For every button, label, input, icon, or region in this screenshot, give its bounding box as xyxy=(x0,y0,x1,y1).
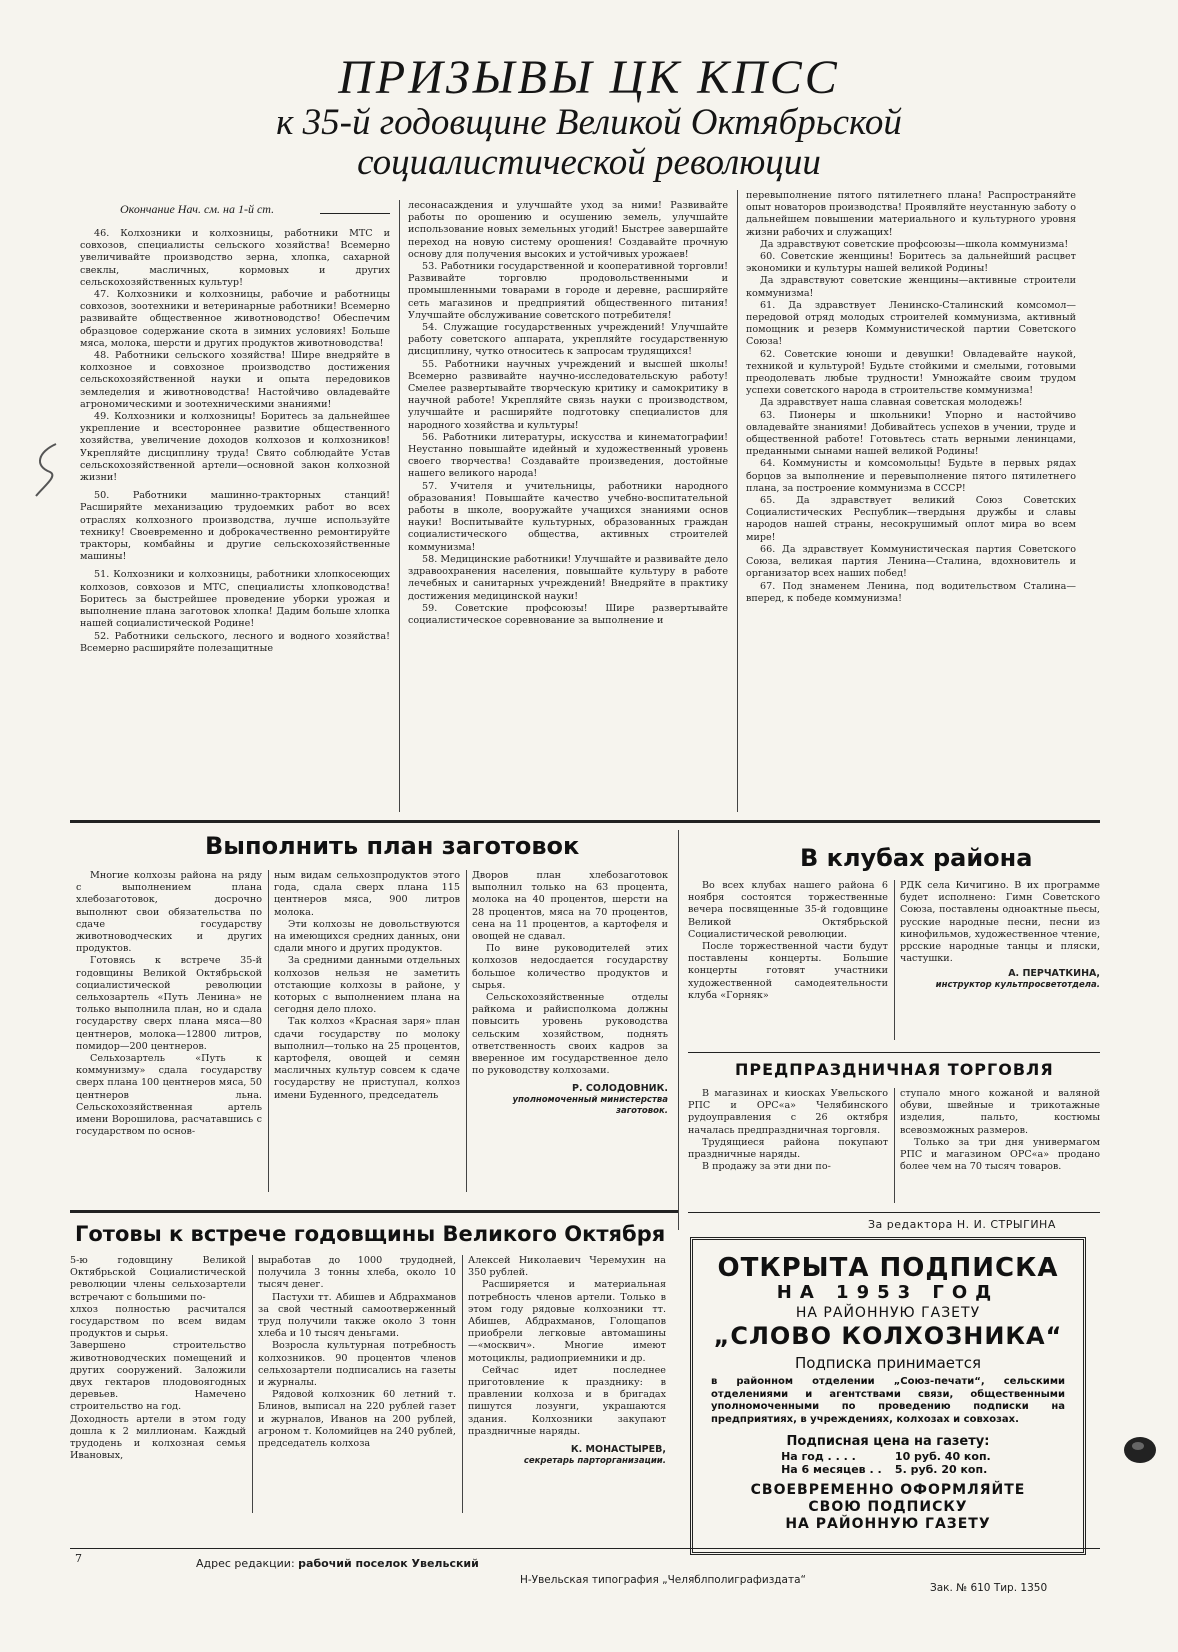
appeal-item: Да здравствует наша славная советская молодежь! xyxy=(760,397,1023,409)
clubs-article-author: А. ПЕРЧАТКИНА, xyxy=(1008,968,1100,980)
ready-article-author-role: секретарь парторганизации. xyxy=(523,1456,666,1467)
appeal-item: 50. Работники машинно-тракторных станций! Расширяйте механизацию трудоемких работ во всех отраслях колхозного производства, лучше используйте технику! Своевременно и доброкачественно ремонтируйте тракторы, комбайны и другие сельскохозяйственные машины! xyxy=(80,490,390,563)
article-paragraph: Доходность артели в этом году дошла к 2 миллионам. Каждый трудодень и колхозная семья Ивановых, xyxy=(70,1413,246,1462)
article-paragraph: Возросла культурная потребность колхозников. 90 процентов членов сельхозартели подписались на газеты и журналы. xyxy=(258,1340,456,1389)
section-divider xyxy=(70,1210,678,1213)
article-paragraph: По вине руководителей этих колхозов недосдается государству большое количество продуктов и сырья. xyxy=(472,943,668,991)
appeal-item: лесонасаждения и улучшайте уход за ними! Развивайте работы по орошению и осушению земель, улучшайте использование новых земельных угодий! Быстрее завершайте переход на новую систему орошения! Создавайте прочную основу для получения высоких и устойчивых урожаев! xyxy=(408,200,728,260)
pencil-mark-icon xyxy=(28,440,68,500)
article-paragraph: Пастухи тт. Абишев и Абдрахманов за свой честный самоотверженный труд получили также около 3 тонн хлеба и 10 тысяч деньгами. xyxy=(258,1291,456,1340)
appeal-item: 58. Медицинские работники! Улучшайте и развивайте дело здравоохранения населения, повышайте культуру в работе лечебных и санитарных учреждений! Внедряйте в практику достижения медицинской науки! xyxy=(408,553,728,602)
article-paragraph: Сейчас идет последнее приготовление к празднику: в правлении колхоза и в бригадах пишутся лозунги, украшаются здания. Колхозники закупают праздничные наряды. xyxy=(468,1364,666,1437)
article-paragraph: Алексей Николаевич Черемухин на 350 рублей. xyxy=(468,1255,666,1279)
footer-rule xyxy=(70,1548,1100,1549)
article-paragraph: Во всех клубах нашего района 6 ноября состоятся торжественные вечера посвященные 35-й годовщине Великой Октябрьской Социалистической революции. xyxy=(688,880,888,940)
appeal-item: 56. Работники литературы, искусства и кинематографии! Неустанно повышайте идейный и художественный уровень своего творчества! Создавайте произведения, достойные нашего великого народа! xyxy=(408,431,728,480)
section-divider xyxy=(688,1052,1100,1053)
continuation-rule xyxy=(320,213,390,214)
article-paragraph: Трудящиеся района покупают праздничные наряды. xyxy=(688,1136,888,1161)
clubs-article-title: В клубах района xyxy=(800,844,1033,872)
article-paragraph: Многие колхозы района на ряду с выполнением плана хлебозаготовок, досрочно выполнют свои обязательства по сдаче государству животноводческих и других продуктов. xyxy=(76,870,262,955)
clubs-article-column-2 xyxy=(900,880,1100,1050)
subscription-price-title: Подписная цена на газету: xyxy=(786,1434,990,1449)
appeals-column-1 xyxy=(80,228,390,808)
clubs-article-author-role: инструктор культпросветотдела. xyxy=(935,980,1100,991)
article-paragraph: Эти колхозы не довольствуются на имеющихся средних данных, они сдали много и других продуктов. xyxy=(274,918,460,955)
page-subtitle-line2: социалистической революции xyxy=(357,142,821,183)
price-label: На 6 месяцев . . xyxy=(781,1463,882,1476)
ready-article-column-1 xyxy=(70,1255,246,1513)
appeal-item: 63. Пионеры и школьники! Упорно и настойчиво овладевайте знаниями! Добивайтесь успехов в учении, труде и общественной работе! Готовьтесь стать верными ленинцами, преданными сынами нашей великой Родины! xyxy=(746,409,1076,458)
article-paragraph: Дворов план хлебозаготовок выполнил только на 63 процента, молока на 40 процентов, шерсти на 28 процентов, мяса на 70 процентов, сена на 11 процентов, а картофеля и овощей не сдавал. xyxy=(472,870,668,943)
editorial-address xyxy=(196,1557,479,1570)
article-paragraph: Готовясь к встрече 35-й годовщины Великой Октябрьской социалистической революции сельхозартель «Путь Ленина» не только выполнила план, но и сдала государству сверх плана мяса—80 центнеров, молока—12800 литров, помидор—200 центнеров. xyxy=(76,955,262,1052)
article-paragraph: В продажу за эти дни по- xyxy=(702,1161,831,1173)
appeal-item: 67. Под знаменем Ленина, под водительством Сталина—вперед, к победе коммунизма! xyxy=(746,580,1076,604)
subscription-advert xyxy=(690,1237,1086,1555)
subscription-headline: ОТКРЫТА ПОДПИСКА xyxy=(717,1253,1059,1283)
ready-article-title: Готовы к встрече годовщины Великого Октября xyxy=(75,1222,666,1246)
editor-signature: За редактора Н. И. СТРЫГИНА xyxy=(868,1218,1056,1231)
column-divider xyxy=(268,870,269,1192)
printer-line: Н-Увельская типография „Челяблполиграфиздата“ xyxy=(520,1574,806,1586)
plan-article-author: Р. СОЛОДОВНИК. xyxy=(572,1083,668,1095)
price-value: 5. руб. 20 коп. xyxy=(894,1463,988,1476)
page-number: 7 xyxy=(75,1552,82,1565)
appeal-item: 60. Советские женщины! Боритесь за дальнейший расцвет экономики и культуры нашей великой Родины! xyxy=(746,251,1076,275)
ready-article-column-3 xyxy=(468,1255,666,1513)
article-paragraph: хлхоз полностью расчитался государством по всем видам продуктов и сырья. xyxy=(70,1303,246,1340)
article-paragraph: Сельскохозяйственные отделы райкома и райисполкома должны повысить уровень руководства сельским хозяйством, поднять ответственность своих кадров за вверенное им государственное дело по руководству колхозами. xyxy=(472,992,668,1077)
column-divider xyxy=(399,200,400,812)
appeal-item: 55. Работники научных учреждений и высшей школы! Всемерно развивайте научно-исследовательскую работу! Смелее развертывайте творческую критику и самокритику в научной работе! Укрепляйте связь науки с производством, улучшайте и расширяйте подготовку специалистов для народного хозяйства и культуры! xyxy=(408,358,728,431)
page-subtitle-line1: к 35-й годовщине Великой Октябрьской xyxy=(276,102,902,143)
article-paragraph: ным видам сельхозпродуктов этого года, сдала сверх плана 115 центнеров мяса, 900 литров молока. xyxy=(274,870,460,918)
article-paragraph: выработав до 1000 трудодней, получила 3 тонны хлеба, около 10 тысяч денег. xyxy=(258,1255,456,1291)
column-divider xyxy=(252,1255,253,1513)
appeal-item: 62. Советские юноши и девушки! Овладевайте наукой, техникой и культурой! Будьте стойкими и смелыми, готовыми преодолевать любые трудности! Умножайте своим трудом успехи советского народа в строительстве коммунизма! xyxy=(746,348,1076,397)
appeal-item: 51. Колхозники и колхозницы, работники хлопкосеющих колхозов, совхозов и МТС, специалисты хлопководства! Боритесь за быстрейшее проведение уборки урожая и выполнение плана заготовок хлопка! Дадим больше хлопка нашей социалистической Родине! xyxy=(80,569,390,630)
subscription-call-3: НА РАЙОННУЮ ГАЗЕТУ xyxy=(785,1516,991,1532)
appeal-item: 66. Да здравствует Коммунистическая партия Советского Союза, великая партия Ленина—Сталина, вдохновитель и организатор всех наших побед! xyxy=(746,543,1076,580)
appeal-item: перевыполнение пятого пятилетнего плана! Распространяйте опыт новаторов производства! Проявляйте неустанную заботу о дальнейшем повышении материального и культурного уровня жизни рабочих и служащих! xyxy=(746,190,1076,238)
punch-hole-icon xyxy=(1120,1432,1160,1468)
appeal-item: 47. Колхозники и колхозницы, рабочие и работницы совхозов, зоотехники и ветеринарные работники! Всемерно развивайте общественное животноводство! Обеспечим образцовое содержание скота в зимних условиях! Больше мяса, молока, шерсти и других продуктов животноводства! xyxy=(80,289,390,349)
column-divider xyxy=(462,1255,463,1513)
ready-article-column-2 xyxy=(258,1255,456,1513)
column-divider xyxy=(737,190,738,812)
appeal-item: 57. Учителя и учительницы, работники народного образования! Повышайте качество учебно-воспитательной работы в школе, вооружайте учащихся знаниями основ науки! Воспитывайте культурных, образованных граждан социалистического общества, активных строителей коммунизма! xyxy=(408,480,728,553)
subscription-call-1: СВОЕВРЕМЕННО ОФОРМЛЯЙТЕ xyxy=(750,1482,1026,1498)
column-divider xyxy=(894,880,895,1040)
appeals-column-3 xyxy=(746,190,1076,808)
article-paragraph: РДК села Кичигино. В их программе будет исполнено: Гимн Советского Союза, поставлены одноактные пьесы, русские народные песни, песни из кинофильмов, художественное чтение, рpсские народные танцы и пляски, частушки. xyxy=(900,880,1100,965)
price-label: На год . . . . xyxy=(781,1450,856,1463)
plan-article-column-3 xyxy=(472,870,668,1192)
subscription-newspaper-name: „СЛОВО КОЛХОЗНИКА“ xyxy=(713,1322,1063,1350)
plan-article-author-role: уполномоченный министерства заготовок. xyxy=(512,1095,668,1117)
article-paragraph: 5-ю годовщину Великой Октябрьской Социалистической революции члены сельхозартели встречают с большими по- xyxy=(70,1255,246,1303)
trade-article-title: ПРЕДПРАЗДНИЧНАЯ ТОРГОВЛЯ xyxy=(735,1060,1054,1079)
appeal-item: 53. Работники государственной и кооперативной торговли! Развивайте торговлю продовольственными и промышленными товарами в городе и деревне, расширяйте сеть магазинов и предприятий общественного питания! Улучшайте обслуживание советского потребителя! xyxy=(408,261,728,321)
article-paragraph: После торжественной части будут поставлены концерты. Большие концерты готовят участники художественной самодеятельности клуба «Горняк» xyxy=(688,941,888,1001)
subscription-text: в районном отделении „Союз-печати“, сельскими отделениями и агентствами связи, общественными уполномоченными по проведению подписки на предприятиях, в учреждениях, колхозах и совхозах. xyxy=(711,1376,1065,1425)
article-paragraph: Рядовой колхозник 60 летний т. Блинов, выписал на 220 рублей газет и журналов, Иванов на 200 рублей, агроном т. Коломийцев на 240 рублей, председатель колхоза xyxy=(258,1389,456,1450)
subscription-price-year xyxy=(693,1450,1083,1463)
article-paragraph: За средними данными отдельных колхозов нельзя не заметить отстающие колхозы в районе, у которых с выполнением плана на сегодня дело плохо. xyxy=(274,955,460,1016)
column-divider xyxy=(466,870,467,1192)
print-order: Зак. № 610 Тир. 1350 xyxy=(930,1582,1048,1594)
article-paragraph: ступало много кожаной и валяной обуви, швейные и трикотажные изделия, пальто, костюмы всевозможных размеров. xyxy=(900,1088,1100,1136)
appeal-item: 61. Да здравствует Ленинско-Сталинский комсомол—передовой отряд молодых строителей коммунизма, активный помощник и резерв Коммунистической партии Советского Союза! xyxy=(746,299,1076,348)
subscription-accepted: Подписка принимается xyxy=(794,1354,982,1372)
subscription-target: НА РАЙОННУЮ ГАЗЕТУ xyxy=(795,1305,981,1321)
appeal-item: 54. Служащие государственных учреждений! Улучшайте работу советского аппарата, укрепляйте государственную дисциплину, чутко относитесь к запросам трудящихся! xyxy=(408,322,728,358)
article-paragraph: Сельхозартель «Путь к коммунизму» сдала государству сверх плана 100 центнеров мяса, 50 центнеров льна. Сельскохозяйственная артель имени Ворошилова, расчатавшись с государством по основ- xyxy=(76,1053,262,1138)
article-paragraph: Расширяется и материальная потребность членов артели. Только в этом году рядовые колхозники тт. Абишев, Абдрахманов, Голощапов приобрели легковые автомашины—«москвич». Многие имеют мотоциклы, радиоприемники и др. xyxy=(468,1279,666,1364)
page-title: ПРИЗЫВЫ ЦК КПСС xyxy=(338,51,840,104)
appeal-item: 48. Работники сельского хозяйства! Шире внедряйте в колхозное и совхозное производство достижения сельскохозяйственной науки и опыта передовиков земледелия и животноводства! Настойчиво овладевайте агрономическими и зоотехническими знаниями! xyxy=(80,350,390,410)
appeal-item: 46. Колхозники и колхозницы, работники МТС и совхозов, специалисты сельского хозяйства! Всемерно увеличивайте производство зерна, хлопка, сахарной свеклы, масличных, кормовых и других сельскохозяйственных культур! xyxy=(80,228,390,288)
appeal-item: Да здравствуют советские женщины—активные строители коммунизма! xyxy=(746,275,1076,299)
appeal-item: 59. Советские профсоюзы! Шире развертывайте социалистическое соревнование за выполнение и xyxy=(408,602,728,626)
column-divider xyxy=(894,1088,895,1203)
section-divider xyxy=(70,820,1100,823)
column-divider xyxy=(678,830,679,1230)
trade-article-column-2 xyxy=(900,1088,1100,1208)
address-value: рабочий поселок Увельский xyxy=(298,1557,479,1570)
plan-article-column-2 xyxy=(274,870,460,1192)
appeal-item: 65. Да здравствует великий Союз Советских Социалистических Республик—твердыня дружбы и славы народов нашей страны, несокрушимый оплот мира во всем мире! xyxy=(746,495,1076,543)
plan-article-title: Выполнить план заготовок xyxy=(205,832,580,860)
article-paragraph: Так колхоз «Красная заря» план сдачи государству по молоку выполнил—только на 25 процентов, картофеля, овощей и семян масличных культур совсем к сдаче государству не приступал, колхоз имени Буденного, председатель xyxy=(274,1016,460,1101)
appeal-item: Да здравствуют советские профсоюзы—школа коммунизма! xyxy=(760,238,1069,250)
appeal-item: 49. Колхозники и колхозницы! Боритесь за дальнейшее укрепление и всестороннее развитие общественного хозяйства, увеличение доходов колхозов и колхозников! Укрепляйте дисциплину труда! Свято соблюдайте Устав сельскохозяйственной артели—основной закон колхозной жизни! xyxy=(80,411,390,484)
clubs-article-column-1 xyxy=(688,880,888,1050)
article-paragraph: Только за три дня универмагом РПС и магазином ОРС«а» продано более чем на 70 тысяч товаров. xyxy=(900,1136,1100,1173)
plan-article-column-1 xyxy=(76,870,262,1192)
article-paragraph: В магазинах и киосках Увельского РПС и ОРС«а» Челябинского рудоуправления с 26 октября началась предпраздничная торговля. xyxy=(688,1088,888,1136)
price-value: 10 руб. 40 коп. xyxy=(894,1450,991,1463)
section-divider xyxy=(688,1212,1100,1213)
subscription-call-2: СВОЮ ПОДПИСКУ xyxy=(808,1499,968,1515)
subscription-price-half xyxy=(693,1463,1083,1476)
article-paragraph: Завершено строительство животноводческих помещений и других сооружений. Заложили двух гектаров плодовоягодных деревьев. Намечено строительство на год. xyxy=(70,1340,246,1413)
appeals-column-2 xyxy=(408,200,728,808)
appeal-item: 64. Коммунисты и комсомольцы! Будьте в первых рядах борцов за выполнение и перевыполнение пятого пятилетнего плана, за построение коммунизма в СССР! xyxy=(746,458,1076,494)
subscription-year: НА 1953 ГОД xyxy=(776,1282,1000,1303)
ready-article-author: К. МОНАСТЫРЕВ, xyxy=(570,1444,666,1456)
appeal-item: 52. Работники сельского, лесного и водного хозяйства! Всемерно расширяйте полезащитные xyxy=(80,630,390,654)
continuation-note: Окончание Нач. см. на 1-й ст. xyxy=(120,202,275,216)
trade-article-column-1 xyxy=(688,1088,888,1208)
address-label: Адрес редакции: xyxy=(196,1557,295,1570)
